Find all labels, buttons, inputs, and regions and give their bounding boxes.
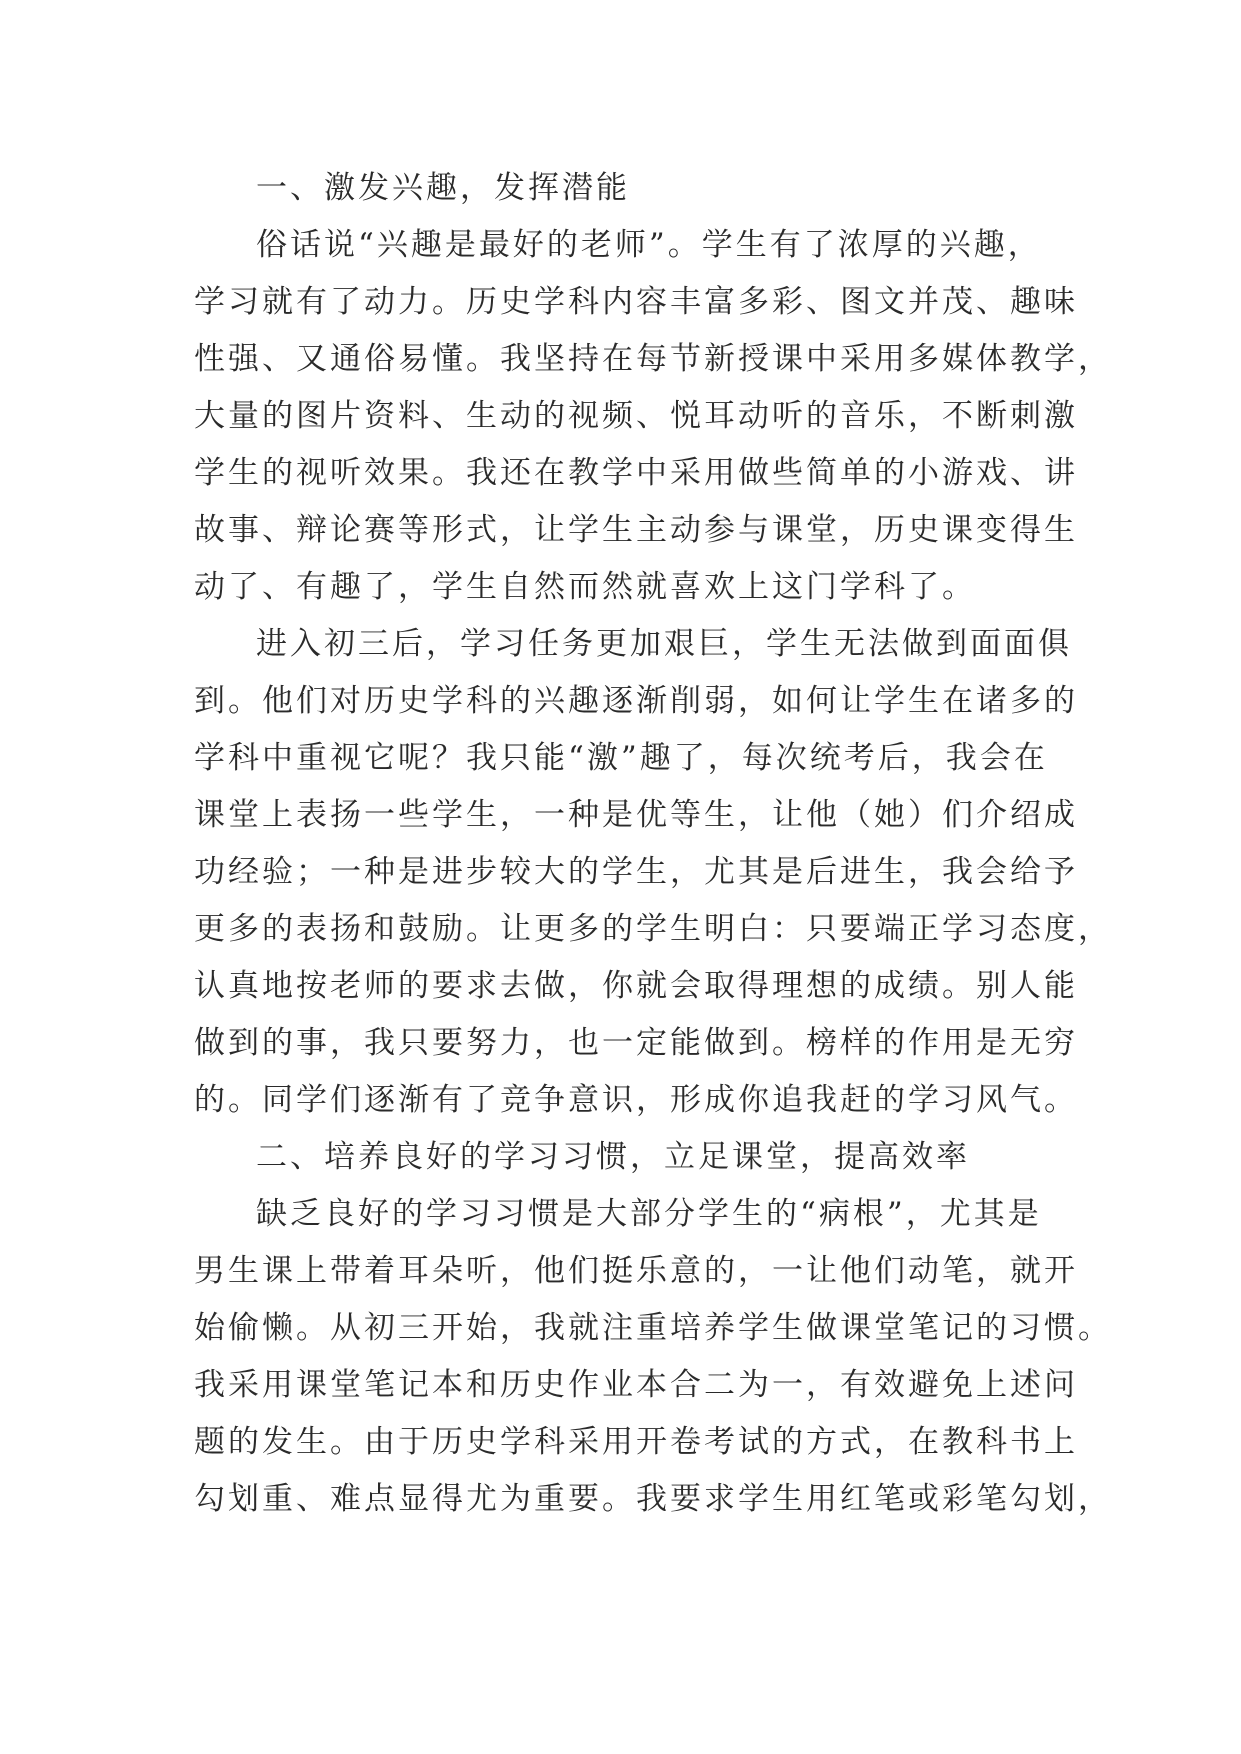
paragraph-line: 大量的图片资料、生动的视频、悦耳动听的音乐，不断刺激 xyxy=(194,398,1078,434)
paragraph-line: 题的发生。由于历史学科采用开卷考试的方式，在教科书上 xyxy=(194,1424,1078,1460)
section-heading: 一、激发兴趣，发挥潜能 xyxy=(256,170,630,206)
paragraph-line: 学科中重视它呢？我只能“激”趣了，每次统考后，我会在 xyxy=(194,740,1048,776)
paragraph-line: 进入初三后，学习任务更加艰巨，学生无法做到面面俱 xyxy=(256,626,1072,662)
paragraph-line: 缺乏良好的学习习惯是大部分学生的“病根”，尤其是 xyxy=(256,1196,1042,1232)
paragraph-line: 性强、又通俗易懂。我坚持在每节新授课中采用多媒体教学， xyxy=(194,341,1112,377)
paragraph-line: 到。他们对历史学科的兴趣逐渐削弱，如何让学生在诸多的 xyxy=(194,683,1078,719)
paragraph-line: 我采用课堂笔记本和历史作业本合二为一，有效避免上述问 xyxy=(194,1367,1078,1403)
paragraph-line: 学习就有了动力。历史学科内容丰富多彩、图文并茂、趣味 xyxy=(194,284,1078,320)
paragraph-line: 学生的视听效果。我还在教学中采用做些简单的小游戏、讲 xyxy=(194,455,1078,491)
section-heading: 二、培养良好的学习习惯，立足课堂，提高效率 xyxy=(256,1139,970,1175)
paragraph-line: 更多的表扬和鼓励。让更多的学生明白：只要端正学习态度， xyxy=(194,911,1112,947)
paragraph-line: 功经验；一种是进步较大的学生，尤其是后进生，我会给予 xyxy=(194,854,1078,890)
paragraph-line: 做到的事，我只要努力，也一定能做到。榜样的作用是无穷 xyxy=(194,1025,1078,1061)
paragraph-line: 的。同学们逐渐有了竞争意识，形成你追我赶的学习风气。 xyxy=(194,1082,1078,1118)
paragraph-line: 认真地按老师的要求去做，你就会取得理想的成绩。别人能 xyxy=(194,968,1078,1004)
paragraph-line: 始偷懒。从初三开始，我就注重培养学生做课堂笔记的习惯。 xyxy=(194,1310,1112,1346)
paragraph-line: 俗话说“兴趣是最好的老师”。学生有了浓厚的兴趣， xyxy=(256,227,1042,263)
document-body xyxy=(194,160,1112,1528)
paragraph-line: 课堂上表扬一些学生，一种是优等生，让他（她）们介绍成 xyxy=(194,797,1078,833)
paragraph-line: 男生课上带着耳朵听，他们挺乐意的，一让他们动笔，就开 xyxy=(194,1253,1078,1289)
paragraph-line: 故事、辩论赛等形式，让学生主动参与课堂，历史课变得生 xyxy=(194,512,1078,548)
paragraph-line: 勾划重、难点显得尤为重要。我要求学生用红笔或彩笔勾划， xyxy=(194,1481,1112,1517)
paragraph-line: 动了、有趣了，学生自然而然就喜欢上这门学科了。 xyxy=(194,569,976,605)
